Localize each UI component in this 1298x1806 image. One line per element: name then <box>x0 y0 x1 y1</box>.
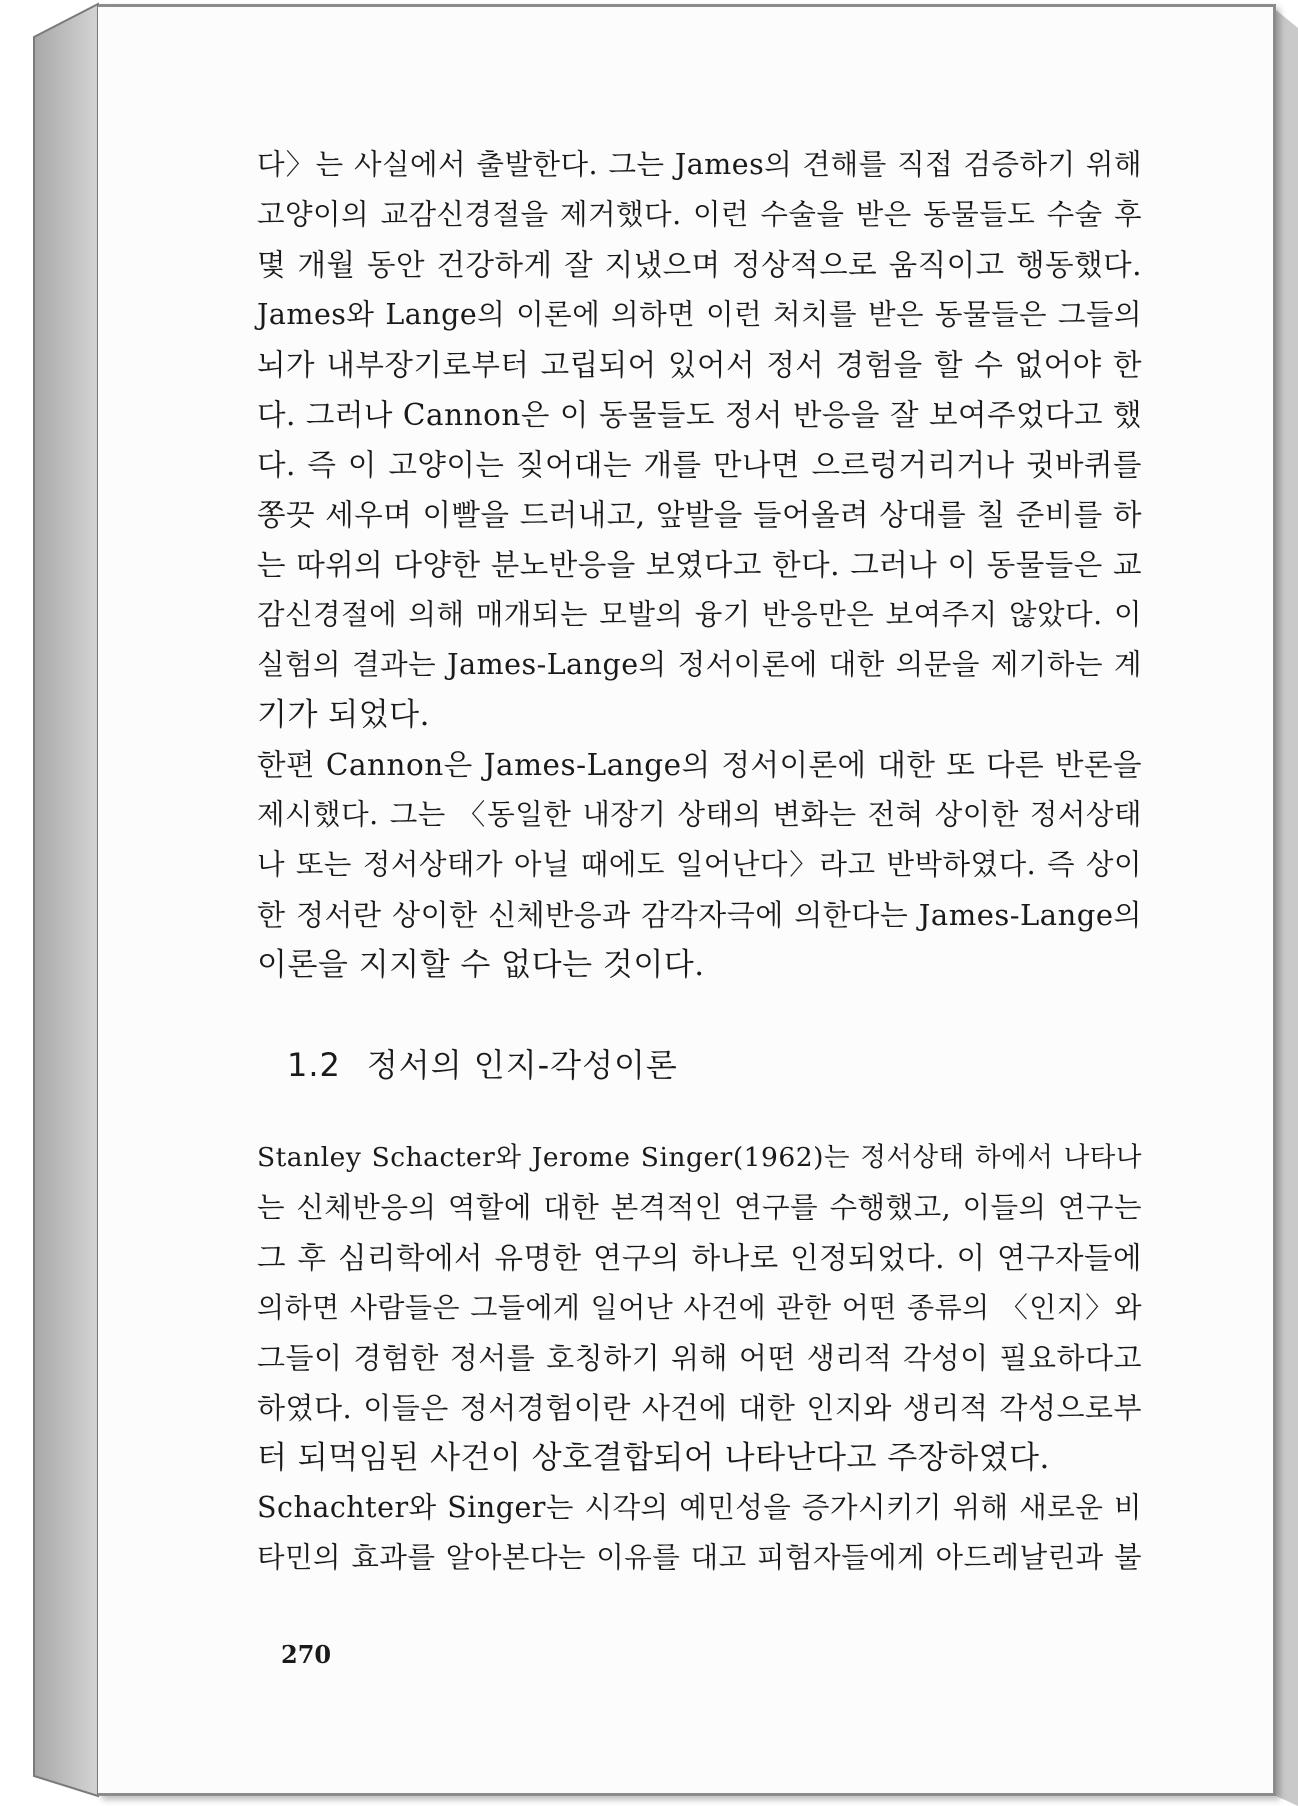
text-line: 다. 즉 이 고양이는 짖어대는 개를 만나면 으르렁거리거나 귓바퀴를 <box>257 448 1142 482</box>
text-line: 쫑끗 세우며 이빨을 드러내고, 앞발을 들어올려 상대를 칠 준비를 하 <box>257 498 1142 532</box>
text-line: 이론을 지지할 수 없다는 것이다. <box>257 947 705 983</box>
page-number: 270 <box>281 1640 332 1669</box>
text-line: Stanley Schacter와 Jerome Singer(1962)는 정서상태 하에서 나타나 <box>257 1142 1142 1173</box>
text-line: 몇 개월 동안 건강하게 잘 지냈으며 정상적으로 움직이고 행동했다. <box>257 248 1142 282</box>
paragraph-3 <box>257 1133 1142 1483</box>
section-2-body <box>257 1133 1142 1583</box>
text-line: 한편 Cannon은 James-Lange의 정서이론에 대한 또 다른 반론을 <box>257 748 1142 782</box>
paragraph-1 <box>257 140 1142 740</box>
text-line: 그 후 심리학에서 유명한 연구의 하나로 인정되었다. 이 연구자들에 <box>257 1241 1142 1275</box>
text-line: 는 신체반응의 역할에 대한 본격적인 연구를 수행했고, 이들의 연구는 <box>257 1191 1142 1224</box>
text-line: James와 Lange의 이론에 의하면 이런 처치를 받은 동물들은 그들의 <box>257 298 1142 331</box>
paragraph-4 <box>257 1483 1142 1583</box>
text-line: 의하면 사람들은 그들에게 일어난 사건에 관한 어떤 종류의 〈인지〉와 <box>257 1291 1142 1324</box>
text-line: 감신경절에 의해 매개되는 모발의 융기 반응만은 보여주지 않았다. 이 <box>257 598 1142 631</box>
text-line: 다. 그러나 Cannon은 이 동물들도 정서 반응을 잘 보여주었다고 했 <box>257 398 1142 432</box>
text-line: 하였다. 이들은 정서경험이란 사건에 대한 인지와 생리적 각성으로부 <box>257 1391 1142 1425</box>
section-title: 정서의 인지-각성이론 <box>366 1046 678 1084</box>
text-line: 는 따위의 다양한 분노반응을 보였다고 한다. 그러나 이 동물들은 교 <box>257 548 1142 582</box>
paragraph-2 <box>257 740 1142 990</box>
text-line: 제시했다. 그는 〈동일한 내장기 상태의 변화는 전혀 상이한 정서상태 <box>257 798 1142 831</box>
text-line: 그들이 경험한 정서를 호칭하기 위해 어떤 생리적 각성이 필요하다고 <box>257 1341 1142 1375</box>
text-line: 고양이의 교감신경절을 제거했다. 이런 수술을 받은 동물들도 수술 후 <box>257 198 1142 231</box>
text-line: 뇌가 내부장기로부터 고립되어 있어서 정서 경험을 할 수 없어야 한 <box>257 348 1142 382</box>
text-line: 기가 되었다. <box>257 697 430 733</box>
section-number: 1.2 <box>287 1046 341 1084</box>
section-1-body <box>257 140 1142 990</box>
text-line: 터 되먹임된 사건이 상호결합되어 나타난다고 주장하였다. <box>257 1440 1050 1476</box>
text-line: Schachter와 Singer는 시각의 예민성을 증가시키기 위해 새로운 비 <box>257 1491 1142 1524</box>
text-line: 실험의 결과는 James-Lange의 정서이론에 대한 의문을 제기하는 계 <box>257 648 1142 681</box>
text-line: 타민의 효과를 알아본다는 이유를 대고 피험자들에게 아드레날린과 불 <box>257 1541 1142 1574</box>
section-heading <box>287 1040 678 1086</box>
text-line: 나 또는 정서상태가 아닐 때에도 일어난다〉라고 반박하였다. 즉 상이 <box>257 848 1142 881</box>
text-line: 한 정서란 상이한 신체반응과 감각자극에 의한다는 James-Lange의 <box>257 898 1142 932</box>
text-line: 다〉는 사실에서 출발한다. 그는 James의 견해를 직접 검증하기 위해 <box>257 148 1142 181</box>
